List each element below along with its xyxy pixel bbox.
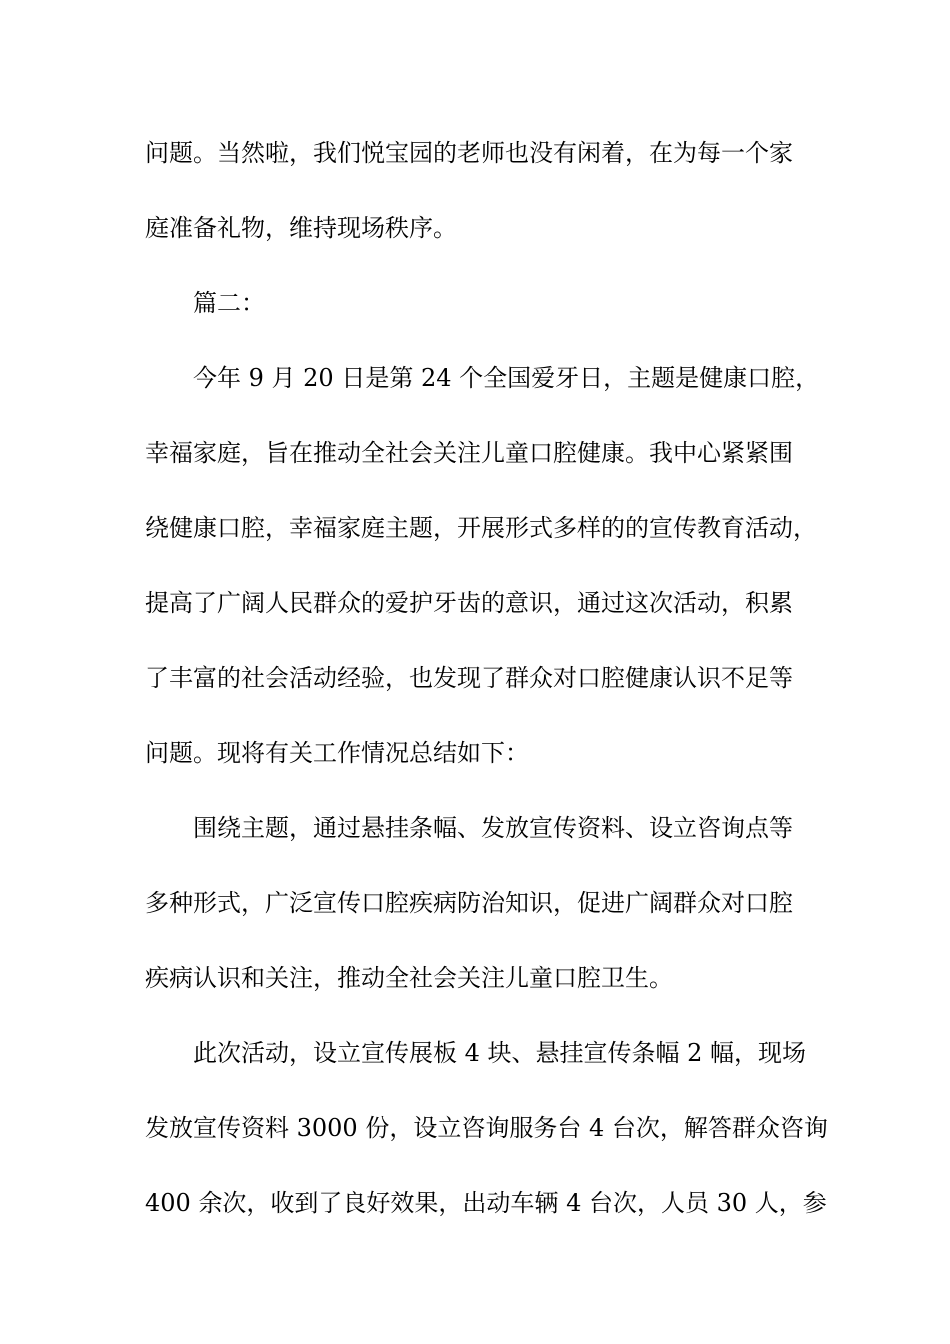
text-line-14: 发放宣传资料 3000 份，设立咨询服务台 4 台次，解答群众咨询 — [145, 1114, 828, 1142]
text-line-6: 绕健康口腔，幸福家庭主题，开展形式多样的的宣传教育活动， — [145, 514, 817, 542]
text-line-13: 此次活动，设立宣传展板 4 块、悬挂宣传条幅 2 幅，现场 — [193, 1039, 807, 1067]
text-line-1: 问题。当然啦，我们悦宝园的老师也没有闲着，在为每一个家 — [145, 139, 793, 167]
text-line-5: 幸福家庭，旨在推动全社会关注儿童口腔健康。我中心紧紧围 — [145, 439, 793, 467]
section-heading: 篇二： — [193, 289, 265, 317]
text-line-15: 400 余次，收到了良好效果，出动车辆 4 台次，人员 30 人，参 — [145, 1189, 827, 1217]
text-line-4: 今年 9 月 20 日是第 24 个全国爱牙日，主题是健康口腔， — [193, 364, 820, 392]
text-line-12: 疾病认识和关注，推动全社会关注儿童口腔卫生。 — [145, 964, 673, 992]
text-line-2: 庭准备礼物，维持现场秩序。 — [145, 214, 457, 242]
text-line-7: 提高了广阔人民群众的爱护牙齿的意识，通过这次活动，积累 — [145, 589, 793, 617]
text-line-8: 了丰富的社会活动经验，也发现了群众对口腔健康认识不足等 — [145, 664, 793, 692]
text-line-10: 围绕主题，通过悬挂条幅、发放宣传资料、设立咨询点等 — [193, 814, 793, 842]
text-line-11: 多种形式，广泛宣传口腔疾病防治知识，促进广阔群众对口腔 — [145, 889, 793, 917]
text-line-9: 问题。现将有关工作情况总结如下： — [145, 739, 529, 767]
